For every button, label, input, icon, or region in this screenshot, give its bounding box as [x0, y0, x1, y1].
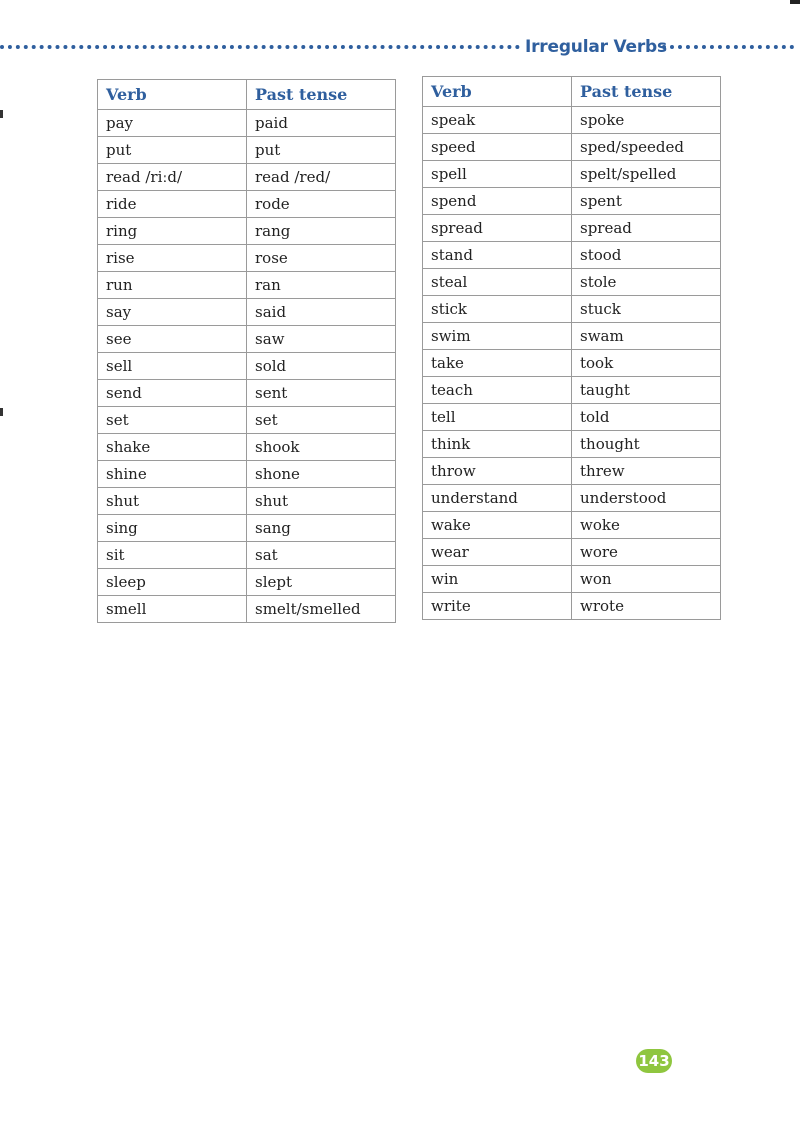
past-tense-cell: won	[572, 566, 721, 593]
verb-cell: write	[423, 593, 572, 620]
table-row	[98, 542, 396, 569]
past-tense-cell: took	[572, 350, 721, 377]
table-row	[98, 515, 396, 542]
verb-cell: sleep	[98, 569, 247, 596]
verb-cell: put	[98, 137, 247, 164]
table-row	[423, 377, 721, 404]
past-tense-cell: paid	[247, 110, 396, 137]
past-tense-cell: stole	[572, 269, 721, 296]
past-tense-cell: rang	[247, 218, 396, 245]
past-tense-cell: spent	[572, 188, 721, 215]
table-row	[98, 164, 396, 191]
header-past-tense: Past tense	[247, 80, 396, 110]
table-row	[423, 296, 721, 323]
table-row	[98, 488, 396, 515]
table-row	[98, 596, 396, 623]
past-tense-cell: saw	[247, 326, 396, 353]
verb-cell: understand	[423, 485, 572, 512]
past-tense-cell: thought	[572, 431, 721, 458]
past-tense-cell: sped/speeded	[572, 134, 721, 161]
verb-cell: speed	[423, 134, 572, 161]
table-row	[423, 269, 721, 296]
table-row	[423, 161, 721, 188]
verb-cell: stand	[423, 242, 572, 269]
verb-cell: wake	[423, 512, 572, 539]
verb-table-left	[97, 79, 396, 623]
verb-table-right	[422, 76, 721, 620]
past-tense-cell: spread	[572, 215, 721, 242]
past-tense-cell: put	[247, 137, 396, 164]
past-tense-cell: slept	[247, 569, 396, 596]
table-row	[98, 191, 396, 218]
past-tense-cell: spoke	[572, 107, 721, 134]
past-tense-cell: said	[247, 299, 396, 326]
verb-cell: smell	[98, 596, 247, 623]
table-row	[423, 485, 721, 512]
table-row	[98, 461, 396, 488]
table-row	[423, 593, 721, 620]
past-tense-cell: stood	[572, 242, 721, 269]
table-row	[423, 458, 721, 485]
past-tense-cell: sold	[247, 353, 396, 380]
verb-cell: read /riːd/	[98, 164, 247, 191]
table-row	[98, 272, 396, 299]
verb-cell: ring	[98, 218, 247, 245]
table-row	[423, 539, 721, 566]
verb-cell: think	[423, 431, 572, 458]
page-number-badge: 143	[636, 1049, 672, 1073]
verb-cell: stick	[423, 296, 572, 323]
past-tense-cell: sent	[247, 380, 396, 407]
table-row	[423, 404, 721, 431]
verb-cell: spend	[423, 188, 572, 215]
verb-cell: shake	[98, 434, 247, 461]
past-tense-cell: rose	[247, 245, 396, 272]
past-tense-cell: shone	[247, 461, 396, 488]
table-row	[423, 134, 721, 161]
table-row	[98, 380, 396, 407]
verb-cell: shut	[98, 488, 247, 515]
verb-cell: wear	[423, 539, 572, 566]
verb-cell: spread	[423, 215, 572, 242]
past-tense-cell: wore	[572, 539, 721, 566]
past-tense-cell: stuck	[572, 296, 721, 323]
header-past-tense: Past tense	[572, 77, 721, 107]
table-row	[98, 407, 396, 434]
past-tense-cell: sat	[247, 542, 396, 569]
past-tense-cell: shook	[247, 434, 396, 461]
header-verb: Verb	[98, 80, 247, 110]
table-row	[423, 566, 721, 593]
table-row	[423, 242, 721, 269]
verb-cell: say	[98, 299, 247, 326]
verb-cell: swim	[423, 323, 572, 350]
section-title: Irregular Verbs	[525, 37, 667, 57]
table-row	[98, 434, 396, 461]
table-row	[98, 569, 396, 596]
verb-cell: take	[423, 350, 572, 377]
past-tense-cell: spelt/spelled	[572, 161, 721, 188]
past-tense-cell: understood	[572, 485, 721, 512]
past-tense-cell: threw	[572, 458, 721, 485]
table-row	[423, 350, 721, 377]
table-row	[98, 353, 396, 380]
past-tense-cell: told	[572, 404, 721, 431]
header-dotted-rule	[662, 45, 794, 57]
past-tense-cell: rode	[247, 191, 396, 218]
verb-cell: throw	[423, 458, 572, 485]
verb-cell: pay	[98, 110, 247, 137]
margin-mark	[0, 408, 3, 416]
table-row	[98, 326, 396, 353]
verb-cell: spell	[423, 161, 572, 188]
verb-cell: ride	[98, 191, 247, 218]
past-tense-cell: smelt/smelled	[247, 596, 396, 623]
table-row	[423, 188, 721, 215]
table-row	[98, 245, 396, 272]
verb-cell: teach	[423, 377, 572, 404]
past-tense-cell: woke	[572, 512, 721, 539]
verb-cell: tell	[423, 404, 572, 431]
verb-cell: steal	[423, 269, 572, 296]
past-tense-cell: set	[247, 407, 396, 434]
verb-cell: sell	[98, 353, 247, 380]
table-row	[98, 137, 396, 164]
past-tense-cell: sang	[247, 515, 396, 542]
margin-mark	[0, 110, 3, 118]
table-row	[423, 431, 721, 458]
table-row	[423, 107, 721, 134]
table-row	[423, 512, 721, 539]
verb-cell: set	[98, 407, 247, 434]
table-row	[98, 299, 396, 326]
past-tense-cell: wrote	[572, 593, 721, 620]
verb-cell: sit	[98, 542, 247, 569]
verb-cell: run	[98, 272, 247, 299]
verb-cell: win	[423, 566, 572, 593]
verb-cell: send	[98, 380, 247, 407]
table-row	[423, 215, 721, 242]
table-row	[98, 110, 396, 137]
header-dotted-rule	[0, 45, 520, 57]
past-tense-cell: read /red/	[247, 164, 396, 191]
table-row	[98, 218, 396, 245]
verb-cell: sing	[98, 515, 247, 542]
verb-cell: rise	[98, 245, 247, 272]
past-tense-cell: ran	[247, 272, 396, 299]
verb-cell: shine	[98, 461, 247, 488]
past-tense-cell: shut	[247, 488, 396, 515]
corner-mark	[790, 0, 800, 4]
header-verb: Verb	[423, 77, 572, 107]
table-header-row	[423, 77, 721, 107]
past-tense-cell: swam	[572, 323, 721, 350]
verb-cell: see	[98, 326, 247, 353]
table-row	[423, 323, 721, 350]
verb-cell: speak	[423, 107, 572, 134]
table-header-row	[98, 80, 396, 110]
past-tense-cell: taught	[572, 377, 721, 404]
